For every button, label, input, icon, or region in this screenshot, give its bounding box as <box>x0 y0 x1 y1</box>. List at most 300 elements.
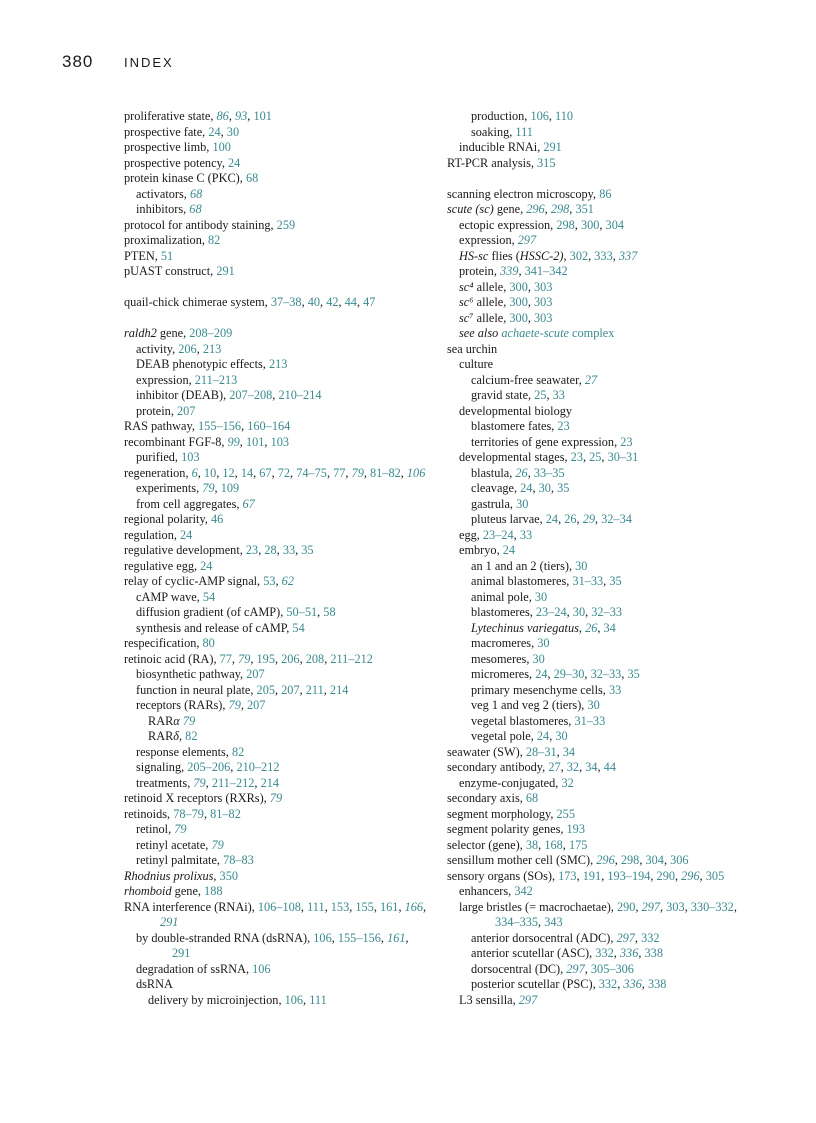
page-reference[interactable]: 31–33 <box>574 713 606 728</box>
page-reference[interactable]: 101 <box>253 109 272 123</box>
page-reference[interactable]: 173 <box>558 868 577 883</box>
entry-text: , <box>300 899 308 914</box>
entry-text: , <box>380 930 388 945</box>
page-reference[interactable]: 44 <box>344 295 357 309</box>
page-reference[interactable]: 30 <box>532 651 545 666</box>
page-reference[interactable]: 30 <box>516 496 529 511</box>
page-reference[interactable]: 305–306 <box>590 961 634 976</box>
entry-text: activators, <box>136 186 190 201</box>
entry-text: , <box>258 543 265 557</box>
page-reference[interactable]: 32 <box>566 760 580 774</box>
entry-text: , <box>228 109 235 123</box>
page-reference[interactable]: 86 <box>216 109 229 123</box>
page-reference[interactable]: 315 <box>537 155 556 170</box>
page-reference[interactable]: 72 <box>277 465 291 480</box>
page-reference[interactable]: 291 <box>172 946 191 960</box>
index-entry <box>124 745 430 761</box>
page-reference[interactable]: 153 <box>330 899 350 914</box>
page-reference[interactable]: 27 <box>584 372 598 387</box>
entry-text: DEAB phenotypic effects, <box>136 357 269 371</box>
entry-text: , <box>597 760 604 774</box>
page-reference[interactable]: 300 <box>580 217 600 232</box>
page-reference[interactable]: 160–164 <box>247 419 291 433</box>
page-reference[interactable]: 81–82 <box>210 806 241 821</box>
page-reference[interactable]: 188 <box>204 884 223 898</box>
entry-text: , <box>405 930 409 945</box>
entry-text: sc⁷ <box>459 310 474 325</box>
page-reference[interactable]: 259 <box>276 217 296 232</box>
page-reference[interactable]: 330–332 <box>690 899 734 914</box>
page-reference[interactable]: 191 <box>582 868 602 883</box>
page-reference[interactable]: 30–31 <box>607 450 639 464</box>
page-reference[interactable]: 155–156 <box>198 419 242 433</box>
entry-text: function in neural plate, <box>136 682 257 697</box>
page-reference[interactable]: 111 <box>309 992 327 1007</box>
page-reference[interactable]: 208–209 <box>189 326 233 340</box>
page-reference[interactable]: 155–156 <box>337 930 381 945</box>
entry-text: cleavage, <box>471 481 521 495</box>
page-reference[interactable]: 195 <box>256 651 275 666</box>
page-reference[interactable]: 300 <box>509 310 528 325</box>
page-reference[interactable]: 26 <box>585 620 598 635</box>
page-reference[interactable]: 79 <box>174 822 187 836</box>
page-reference[interactable]: 214 <box>260 775 280 790</box>
entry-text: allele, <box>473 279 510 294</box>
page-reference[interactable]: 106 <box>313 930 332 945</box>
entry-text: , <box>614 853 621 867</box>
page-reference[interactable]: 62 <box>281 574 294 588</box>
index-entry <box>124 388 430 404</box>
page-reference[interactable]: 175 <box>568 837 588 852</box>
page-reference[interactable]: 68 <box>189 202 202 216</box>
page-reference[interactable]: 350 <box>219 868 238 883</box>
page-reference[interactable]: 33 <box>519 527 533 542</box>
page-reference[interactable]: 40 <box>307 295 321 309</box>
page-reference[interactable]: 28 <box>264 543 277 557</box>
page-reference[interactable]: 26 <box>564 512 577 526</box>
page-reference[interactable]: 30 <box>538 481 551 495</box>
page-reference[interactable]: 290 <box>616 899 636 914</box>
page-reference[interactable]: 24 <box>200 558 213 573</box>
page-reference[interactable]: 306 <box>670 853 689 867</box>
entry-text: inhibitors, <box>136 202 190 216</box>
page-reference[interactable]: 336 <box>623 977 642 991</box>
entry-text: quail-chick chimerae system, <box>124 295 271 309</box>
entry-text: primary mesenchyme cells, <box>471 682 609 697</box>
page-reference[interactable]: 300 <box>509 295 528 309</box>
entry-text: regulative development, <box>124 543 246 557</box>
page-reference[interactable]: 34 <box>562 744 576 759</box>
entry-text: prospective limb, <box>124 140 213 154</box>
entry-text: , <box>179 729 186 743</box>
entry-text: , <box>513 527 520 542</box>
entry-text: retinyl palmitate, <box>136 853 224 867</box>
entry-text: secondary antibody, <box>447 760 549 774</box>
page-reference[interactable]: 67 <box>242 496 255 511</box>
index-entry <box>447 218 757 234</box>
entry-text: prospective fate, <box>124 124 209 139</box>
page-reference[interactable]: 33 <box>282 543 296 557</box>
page-reference[interactable]: 86 <box>599 186 612 201</box>
page-reference[interactable]: 24 <box>536 729 550 743</box>
page-reference[interactable]: 161 <box>387 930 406 945</box>
page-reference[interactable]: 109 <box>220 481 240 495</box>
index-entry <box>447 559 757 575</box>
index-entry <box>124 853 430 869</box>
index-entry <box>124 667 430 683</box>
page-reference[interactable]: 24 <box>208 124 221 139</box>
page-reference[interactable]: 31–33 <box>572 574 604 588</box>
page-reference[interactable]: 206 <box>178 341 197 356</box>
page-reference[interactable]: 24 <box>545 512 559 526</box>
page-reference[interactable]: 338 <box>644 946 663 960</box>
entry-text: , <box>574 217 581 232</box>
page-reference[interactable]: 32–33 <box>590 667 622 681</box>
page-reference[interactable]: 10 <box>203 465 217 480</box>
page-reference[interactable]: 207 <box>247 698 266 712</box>
page-reference[interactable]: 99 <box>227 434 240 449</box>
page-reference[interactable]: 332 <box>595 946 614 960</box>
page-reference[interactable]: 206 <box>281 651 300 666</box>
entry-text: protein, <box>459 264 500 278</box>
page-reference[interactable]: 26 <box>515 465 528 480</box>
entry-text: enzyme-conjugated, <box>459 775 562 790</box>
entry-text: , <box>423 899 427 914</box>
entry-text: , <box>639 853 646 867</box>
page-reference[interactable]: 351 <box>575 202 594 216</box>
page-reference[interactable]: 24 <box>535 667 548 681</box>
page-reference[interactable]: 29–30 <box>553 667 585 681</box>
page-reference[interactable]: 46 <box>210 512 224 526</box>
page-reference[interactable]: 205 <box>256 682 275 697</box>
page-reference[interactable]: 44 <box>603 760 616 774</box>
entry-text: , <box>538 837 545 852</box>
page-reference[interactable]: 32–34 <box>601 512 632 526</box>
page-reference[interactable]: 213 <box>202 341 222 356</box>
entry-text: , <box>617 977 624 991</box>
page-reference[interactable]: 68 <box>189 186 203 201</box>
entry-text: , <box>274 651 282 666</box>
entry-text: activity, <box>136 341 179 356</box>
page-reference[interactable]: 32 <box>561 775 574 790</box>
page-reference[interactable]: complex <box>568 326 615 340</box>
page-reference[interactable]: 24 <box>228 155 241 170</box>
page-reference[interactable]: 28–31 <box>525 744 557 759</box>
page-reference[interactable]: 296 <box>526 202 545 216</box>
entry-text: secondary axis, <box>447 791 526 805</box>
page-reference[interactable]: 207–208 <box>229 388 273 402</box>
page-reference[interactable]: 79 <box>182 713 196 728</box>
page-reference[interactable]: 168 <box>544 837 563 852</box>
index-entry <box>447 652 757 668</box>
page-reference[interactable]: 14 <box>240 465 254 480</box>
page-reference[interactable]: 207 <box>246 667 265 681</box>
entry-text: , <box>275 682 282 697</box>
page-reference[interactable]: 193–194 <box>607 868 651 883</box>
page-reference[interactable]: 35 <box>609 574 622 588</box>
index-entry <box>124 218 430 234</box>
page-reference[interactable]: 30 <box>572 605 586 619</box>
page-reference[interactable]: 79 <box>211 837 224 852</box>
page-reference[interactable]: 161 <box>379 899 399 914</box>
page-reference[interactable]: 214 <box>329 682 349 697</box>
page-reference[interactable]: 303 <box>534 310 553 325</box>
entry-text: , <box>634 930 642 945</box>
page-reference[interactable]: 193 <box>566 822 585 836</box>
page-reference[interactable]: 42 <box>326 295 339 309</box>
index-entry <box>447 574 757 590</box>
page-reference[interactable]: 155 <box>355 899 374 914</box>
page-reference[interactable]: 47 <box>363 295 376 309</box>
page-reference[interactable]: 211 <box>305 682 324 697</box>
page-reference[interactable]: 303 <box>534 295 553 309</box>
page-reference[interactable]: 339 <box>499 264 519 278</box>
entry-text: pUAST construct, <box>124 264 217 278</box>
page-reference[interactable]: 298 <box>556 217 575 232</box>
page-reference[interactable]: 30 <box>534 589 548 604</box>
page-reference[interactable]: 67 <box>259 465 272 480</box>
page-reference[interactable]: 300 <box>509 279 528 294</box>
entry-text: , <box>290 465 297 480</box>
entry-text: response elements, <box>136 744 232 759</box>
page-reference[interactable]: 77 <box>333 465 346 480</box>
entry-text: scanning electron microscopy, <box>447 186 600 201</box>
page-reference[interactable]: 23–24 <box>535 605 567 619</box>
entry-text: delivery by microinjection, <box>148 992 285 1007</box>
page-reference[interactable]: 101 <box>245 434 265 449</box>
page-reference[interactable]: 27 <box>548 760 561 774</box>
index-entry <box>447 931 757 947</box>
index-entry <box>447 249 757 265</box>
entry-text: , <box>546 388 553 402</box>
page-reference[interactable]: 103 <box>181 450 200 464</box>
page-reference[interactable]: 74–75 <box>296 465 327 480</box>
page-reference[interactable]: 79 <box>269 791 283 805</box>
index-entry <box>447 698 757 714</box>
page-reference[interactable]: 210–212 <box>236 760 280 774</box>
page-reference[interactable]: 297 <box>518 992 538 1007</box>
entry-text: animal blastomeres, <box>471 574 573 588</box>
page-reference[interactable]: 106 <box>406 465 426 480</box>
page-reference[interactable]: 205–206 <box>187 760 231 774</box>
page-reference[interactable]: 106–108 <box>257 899 301 914</box>
index-entry <box>124 373 430 389</box>
page-reference[interactable]: 79 <box>228 698 241 712</box>
index-entry <box>124 481 430 497</box>
page-reference[interactable]: 30 <box>226 124 240 139</box>
page-reference[interactable]: 336 <box>619 946 639 960</box>
page-reference[interactable]: 33 <box>552 388 565 402</box>
page-reference[interactable]: 25 <box>589 450 602 464</box>
page-reference[interactable]: 338 <box>647 977 667 991</box>
index-entry <box>124 791 430 807</box>
page-reference[interactable]: 334–335 <box>495 915 539 929</box>
page-reference[interactable]: 106 <box>530 109 549 123</box>
page-reference[interactable]: 103 <box>270 434 290 449</box>
entry-text: veg 1 and veg 2 (tiers), <box>471 698 588 712</box>
page-reference[interactable]: 341–342 <box>524 264 568 278</box>
page-reference[interactable]: 82 <box>208 233 221 247</box>
page-reference[interactable]: 82 <box>185 729 198 743</box>
page-reference[interactable]: 68 <box>525 791 539 805</box>
page-reference[interactable]: 82 <box>231 744 245 759</box>
page-reference[interactable]: 29 <box>582 512 595 526</box>
page-reference[interactable]: 53 <box>263 574 276 588</box>
entry-text: production, <box>471 109 531 123</box>
index-entry <box>447 962 757 978</box>
page-reference[interactable]: 290 <box>656 868 675 883</box>
page-reference[interactable]: 297 <box>566 961 585 976</box>
page-reference[interactable]: 302 <box>569 248 589 263</box>
page-reference[interactable]: 79 <box>202 481 215 495</box>
page-reference[interactable]: 106 <box>284 992 304 1007</box>
page-reference[interactable]: 33 <box>608 682 622 697</box>
page-reference[interactable]: 35 <box>301 543 314 557</box>
page-reference[interactable]: 342 <box>514 884 533 898</box>
page-reference[interactable]: 35 <box>557 481 570 495</box>
index-entry <box>447 450 757 466</box>
index-entry <box>447 621 757 637</box>
page-reference[interactable]: 68 <box>245 171 259 185</box>
page-reference[interactable]: 77 <box>219 651 232 666</box>
page-reference[interactable]: 35 <box>627 667 640 681</box>
page-reference[interactable]: 80 <box>202 636 215 650</box>
page-reference[interactable]: 303 <box>666 899 685 914</box>
page-reference[interactable]: 54 <box>292 620 305 635</box>
entry-text: , <box>556 744 563 759</box>
page-reference[interactable]: 207 <box>281 682 300 697</box>
page-reference[interactable]: 210–214 <box>278 388 322 402</box>
entry-text: , <box>276 543 283 557</box>
page-reference[interactable]: 291 <box>216 264 235 278</box>
page-reference[interactable]: 111 <box>515 124 533 139</box>
page-reference[interactable]: 211–212 <box>211 775 255 790</box>
page-reference[interactable]: 208 <box>305 651 325 666</box>
page-reference[interactable]: 211–212 <box>330 651 373 666</box>
page-reference[interactable]: 6 <box>191 465 198 480</box>
page-reference[interactable]: 24 <box>520 481 533 495</box>
page-reference[interactable]: 106 <box>252 961 271 976</box>
page-reference[interactable]: 166 <box>404 899 424 914</box>
page-reference[interactable]: 78–79 <box>173 806 204 821</box>
page-reference[interactable]: 211–213 <box>194 372 238 387</box>
page-reference[interactable]: 51 <box>160 248 174 263</box>
page-reference[interactable]: 30 <box>537 636 550 650</box>
page-reference[interactable]: 337 <box>618 248 638 263</box>
index-entry <box>124 698 430 714</box>
page-reference[interactable]: 54 <box>202 589 216 604</box>
page-reference[interactable]: 332 <box>641 930 660 945</box>
page-reference[interactable]: 255 <box>556 806 575 821</box>
page-reference[interactable]: 38 <box>525 837 539 852</box>
page-reference[interactable]: 304 <box>605 217 624 232</box>
page-reference[interactable]: 291 <box>543 140 562 154</box>
page-reference[interactable]: 111 <box>307 899 325 914</box>
page-reference[interactable]: 93 <box>234 109 248 123</box>
entry-text: blastula, <box>471 465 516 480</box>
page-reference[interactable]: 343 <box>544 915 563 929</box>
page-reference[interactable]: 37–38 <box>270 295 302 309</box>
entry-text: animal pole, <box>471 589 535 604</box>
page-reference[interactable]: 298 <box>550 202 570 216</box>
page-reference[interactable]: 30 <box>555 729 568 743</box>
entry-text: vegetal pole, <box>471 729 537 743</box>
entry-text: protein, <box>136 403 177 418</box>
page-reference[interactable]: 297 <box>641 899 661 914</box>
page-reference[interactable]: 30 <box>575 558 588 573</box>
page-reference[interactable]: achaete-scute <box>501 326 569 340</box>
page-reference[interactable]: 305 <box>705 868 725 883</box>
page-reference[interactable]: 23–24 <box>482 527 514 542</box>
page-reference[interactable]: 30 <box>587 698 600 712</box>
page-reference[interactable]: 58 <box>323 605 336 619</box>
page-reference[interactable]: 79 <box>351 465 364 480</box>
entry-text: , <box>684 899 691 914</box>
page-reference[interactable]: 34 <box>585 760 598 774</box>
page-reference[interactable]: 81–82 <box>370 465 401 480</box>
page-reference[interactable]: 33–35 <box>533 465 565 480</box>
entry-text: culture <box>459 357 494 371</box>
page-reference[interactable]: 298 <box>620 853 640 867</box>
page-reference[interactable]: 296 <box>596 853 615 867</box>
page-reference[interactable]: 32–33 <box>591 605 622 619</box>
page-reference[interactable]: 23 <box>620 434 633 449</box>
page-reference[interactable]: 304 <box>645 853 664 867</box>
index-entry <box>447 311 757 327</box>
page-reference[interactable]: 296 <box>681 868 700 883</box>
page-reference[interactable]: 333 <box>594 248 613 263</box>
page-reference[interactable]: 79 <box>193 775 206 790</box>
entry-text: , <box>544 202 551 216</box>
page-reference[interactable]: 303 <box>534 279 553 294</box>
page-reference[interactable]: 23 <box>570 450 583 464</box>
index-entry <box>124 838 430 854</box>
page-reference[interactable]: 297 <box>616 930 635 945</box>
page-reference[interactable]: 291 <box>160 915 179 929</box>
entry-text: posterior scutellar (PSC), <box>471 977 599 991</box>
page-reference[interactable]: 34 <box>603 620 616 635</box>
entry-text: embryo, <box>459 543 503 557</box>
entry-text: , <box>220 124 227 139</box>
index-entry <box>447 838 757 854</box>
page-reference[interactable]: 12 <box>222 465 235 480</box>
page-reference[interactable]: 110 <box>555 109 574 123</box>
page-reference[interactable]: 79 <box>238 651 251 666</box>
page-reference[interactable]: 100 <box>212 140 231 154</box>
entry-text: , <box>363 465 370 480</box>
page-reference[interactable]: 24 <box>502 543 516 557</box>
entry-text: , <box>345 465 352 480</box>
entry-text: , <box>532 481 539 495</box>
page-reference[interactable]: 297 <box>517 233 537 247</box>
entry-text: , <box>603 574 610 588</box>
page-reference[interactable]: 24 <box>180 527 193 542</box>
index-column-right <box>447 109 757 1008</box>
index-entry <box>124 590 430 606</box>
index-entry <box>124 125 430 141</box>
page-reference[interactable]: 207 <box>176 403 196 418</box>
page-reference[interactable]: 213 <box>268 357 288 371</box>
page-reference[interactable]: 23 <box>557 419 570 433</box>
page-reference[interactable]: 25 <box>534 388 547 402</box>
page-reference[interactable]: 23 <box>245 543 259 557</box>
index-entry <box>124 729 430 745</box>
entry-text: , <box>597 620 604 635</box>
page-reference[interactable]: 332 <box>598 977 618 991</box>
page-reference[interactable]: 78–83 <box>223 853 254 867</box>
page-reference[interactable]: 50–51 <box>286 605 318 619</box>
entry-text: regulation, <box>124 527 181 542</box>
